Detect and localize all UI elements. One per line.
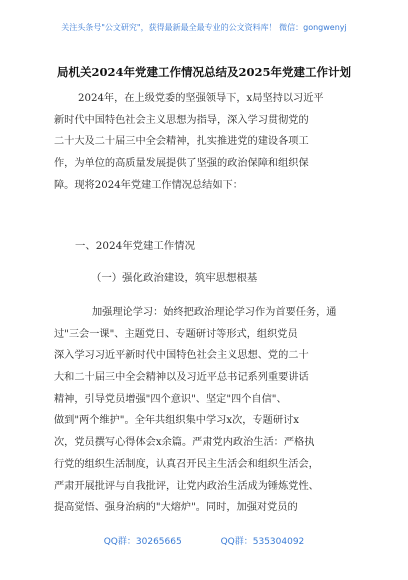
body-line: 严肃开展批评与自我批评，让党内政治生活成为锤炼党性、 bbox=[54, 480, 319, 492]
document-title: 局机关2024年党建工作情况总结及2025年党建工作计划 bbox=[56, 65, 351, 79]
intro-line: 2024年，在上级党委的坚强领导下，x局坚持以习近平 bbox=[78, 93, 324, 104]
header-promo-text: 关注头条号"公文研究"，获得最新最全最专业的公文资料库！ 微信：gongwenyj bbox=[61, 23, 347, 32]
intro-line: 作，为单位的高质量发展提供了坚强的政治保障和组织保 bbox=[54, 158, 309, 170]
body-line: 过"三会一课"、主题党日、专题研讨等形式，组织党员 bbox=[54, 328, 298, 340]
body-line: 提高觉悟、强身治病的"大熔炉"。同时，加强对党员的 bbox=[54, 502, 298, 514]
body-line: 深入学习习近平新时代中国特色社会主义思想、党的二十 bbox=[54, 350, 309, 362]
intro-line: 二十大及二十届三中全会精神，扎实推进党的建设各项工 bbox=[54, 136, 309, 148]
body-line: 大和二十届三中全会精神以及习近平总书记系列重要讲话 bbox=[54, 372, 309, 384]
intro-paragraph bbox=[54, 88, 354, 196]
intro-line: 新时代中国特色社会主义思想为指导，深入学习贯彻党的 bbox=[54, 114, 309, 126]
body-paragraph bbox=[54, 302, 354, 519]
body-line: 加强理论学习：始终把政治理论学习作为首要任务，通 bbox=[92, 307, 337, 318]
body-line: 做到"两个维护"。全年共组织集中学习x次，专题研讨x bbox=[54, 415, 299, 427]
footer-qq-group-1: QQ群：30265665 bbox=[103, 537, 182, 547]
body-line: 行党的组织生活制度，认真召开民主生活会和组织生活会， bbox=[54, 458, 319, 470]
body-line: 次，党员撰写心得体会x余篇。严肃党内政治生活：严格执 bbox=[54, 437, 315, 449]
subsection-heading: （一）强化政治建设，筑牢思想根基 bbox=[91, 272, 258, 284]
footer bbox=[0, 534, 408, 547]
intro-line: 障。现将2024年党建工作情况总结如下： bbox=[54, 179, 243, 191]
body-line: 精神，引导党员增强"四个意识"、坚定"四个自信"、 bbox=[54, 393, 287, 405]
footer-qq-group-2: QQ群：535304092 bbox=[220, 537, 305, 547]
section-heading: 一、2024年党建工作情况 bbox=[75, 240, 195, 252]
